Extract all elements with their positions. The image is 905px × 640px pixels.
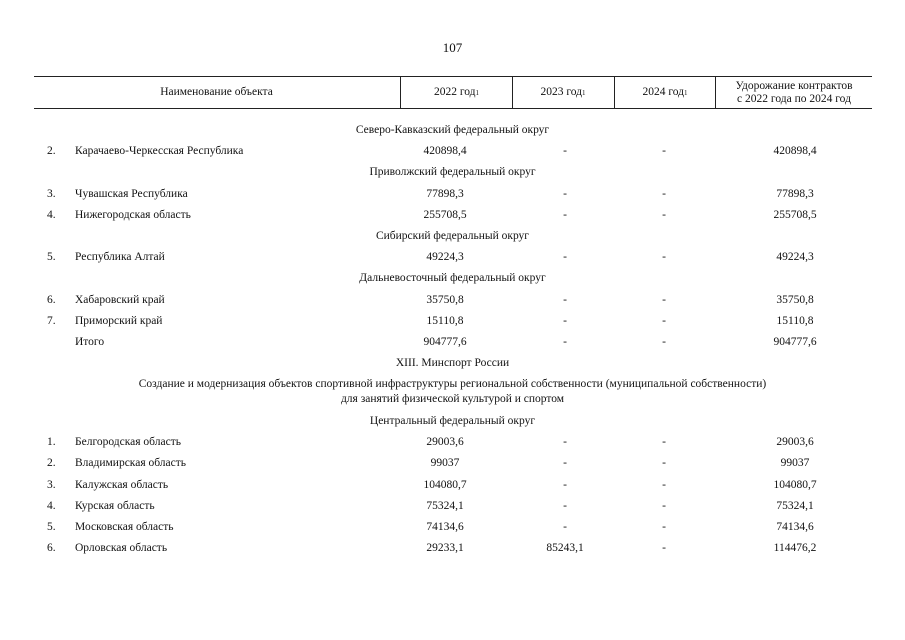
table-row: 5. Московская область 74134,6 - - 74134,6 bbox=[47, 521, 814, 533]
table-row: 3. Калужская область 104080,7 - - 104080,7 bbox=[47, 479, 817, 491]
header-2023: 2023 год 1 bbox=[540, 86, 586, 98]
district-heading: Северо-Кавказский федеральный округ bbox=[355, 124, 550, 136]
table-row: 5. Республика Алтай 49224,3 - - 49224,3 bbox=[47, 251, 814, 263]
table-row: 1. Белгородская область 29003,6 - - 29003,6 bbox=[47, 436, 814, 448]
header-name: Наименование объекта bbox=[160, 86, 273, 98]
total-row: Итого 904777,6 - - 904777,6 bbox=[75, 336, 817, 348]
ministry-heading: XIII. Минспорт России bbox=[395, 357, 510, 369]
table-row: 3. Чувашская Республика 77898,3 - - 77898,3 bbox=[47, 188, 814, 200]
district-heading: Сибирский федеральный округ bbox=[375, 230, 530, 242]
table-row: 6. Орловская область 29233,1 85243,1 - 114476,2 bbox=[47, 542, 817, 554]
header-2024: 2024 год 1 bbox=[642, 86, 688, 98]
district-heading: Приволжский федеральный округ bbox=[369, 166, 536, 178]
page-number: 107 bbox=[442, 40, 463, 55]
table-row: 2. Карачаево-Черкесская Республика 420898,4 - - 420898,4 bbox=[47, 145, 817, 157]
district-heading: Центральный федеральный округ bbox=[369, 415, 536, 427]
table-header bbox=[34, 76, 872, 109]
table-row: 2. Владимирская область 99037 - - 99037 bbox=[47, 457, 810, 469]
program-heading-line1: Создание и модернизация объектов спортивной инфраструктуры региональной собственности (муниципальной собственности) bbox=[138, 378, 767, 390]
table-row: 4. Нижегородская область 255708,5 - - 255708,5 bbox=[47, 209, 817, 221]
header-2022: 2022 год 1 bbox=[433, 86, 480, 98]
table-row: 6. Хабаровский край 35750,8 - - 35750,8 bbox=[47, 294, 814, 306]
program-heading-line2: для занятий физической культурой и спортом bbox=[340, 393, 565, 405]
table-row: 7. Приморский край 15110,8 - - 15110,8 bbox=[47, 315, 814, 327]
district-heading: Дальневосточный федеральный округ bbox=[359, 272, 546, 284]
header-increase: Удорожание контрактов с 2022 года по 2024 год bbox=[735, 79, 853, 105]
table-row: 4. Курская область 75324,1 - - 75324,1 bbox=[47, 500, 814, 512]
